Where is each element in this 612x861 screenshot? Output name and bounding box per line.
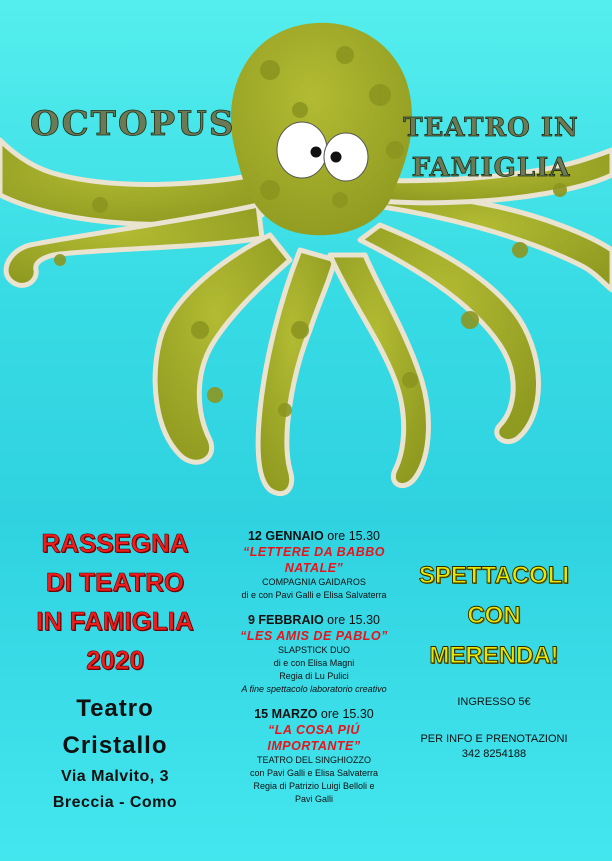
spettacoli-line-1: SPETTACOLI xyxy=(418,562,570,589)
event-2 xyxy=(214,612,414,696)
event-director: Regia di Patrizio Luigi Belloli e xyxy=(253,781,375,791)
spettacoli-con-merenda xyxy=(412,556,576,676)
event-title-line-2: IMPORTANTE” xyxy=(267,739,361,753)
event-cast: con Pavi Galli e Elisa Salvaterra xyxy=(249,768,379,778)
ingresso-price: INGRESSO 5€ xyxy=(457,696,531,708)
event-3 xyxy=(214,706,414,806)
event-title-line-2: NATALE” xyxy=(284,561,344,575)
venue-block xyxy=(20,690,210,816)
info-block xyxy=(404,696,584,762)
venue-line-1: Teatro xyxy=(76,695,154,722)
title-octopus: OCTOPUS xyxy=(30,104,236,144)
event-director-cont: Pavi Galli xyxy=(294,794,333,804)
venue-line-2: Cristallo xyxy=(62,732,168,759)
rassegna-line-2: DI TEATRO xyxy=(45,567,185,597)
event-date: 15 MARZO xyxy=(254,707,318,721)
rassegna-year: 2020 xyxy=(86,645,144,675)
address-street: Via Malvito, 3 xyxy=(60,768,170,785)
event-cast: di e con Pavi Galli e Elisa Salvaterra xyxy=(241,590,387,600)
event-time: ore 15.30 xyxy=(327,613,380,627)
event-company: TEATRO DEL SINGHIOZZO xyxy=(256,755,371,765)
event-time: ore 15.30 xyxy=(320,707,374,721)
rassegna-heading xyxy=(20,524,210,680)
event-date: 9 FEBBRAIO xyxy=(247,613,324,627)
event-director: Regia di Lu Pulici xyxy=(279,671,349,681)
title-right-line-1: TEATRO IN xyxy=(403,113,579,143)
event-cast: di e con Elisa Magni xyxy=(273,658,355,668)
event-title-line-1: “LA COSA PIÚ xyxy=(268,723,360,737)
rassegna-line-3: IN FAMIGLIA xyxy=(36,606,194,636)
event-date: 12 GENNAIO xyxy=(247,529,324,543)
event-1 xyxy=(214,528,414,602)
address-city: Breccia - Como xyxy=(52,794,178,811)
spettacoli-line-3: MERENDA! xyxy=(429,642,559,669)
info-label: PER INFO E PRENOTAZIONI xyxy=(420,733,568,745)
event-company: COMPAGNIA GAIDAROS xyxy=(262,577,366,587)
event-time: ore 15.30 xyxy=(327,529,381,543)
spettacoli-line-2: CON xyxy=(467,602,521,629)
events-list xyxy=(214,528,414,816)
event-title-line-1: “LETTERE DA BABBO xyxy=(242,545,386,559)
info-phone: 342 8254188 xyxy=(461,748,527,760)
event-company: SLAPSTICK DUO xyxy=(277,645,351,655)
rassegna-line-1: RASSEGNA xyxy=(41,528,189,558)
title-right-line-2: FAMIGLIA xyxy=(411,153,571,183)
event-note: A fine spettacolo laboratorio creativo xyxy=(241,684,387,694)
title-teatro-in-famiglia xyxy=(398,108,584,188)
event-title-line-1: “LES AMIS DE PABLO” xyxy=(240,629,388,643)
